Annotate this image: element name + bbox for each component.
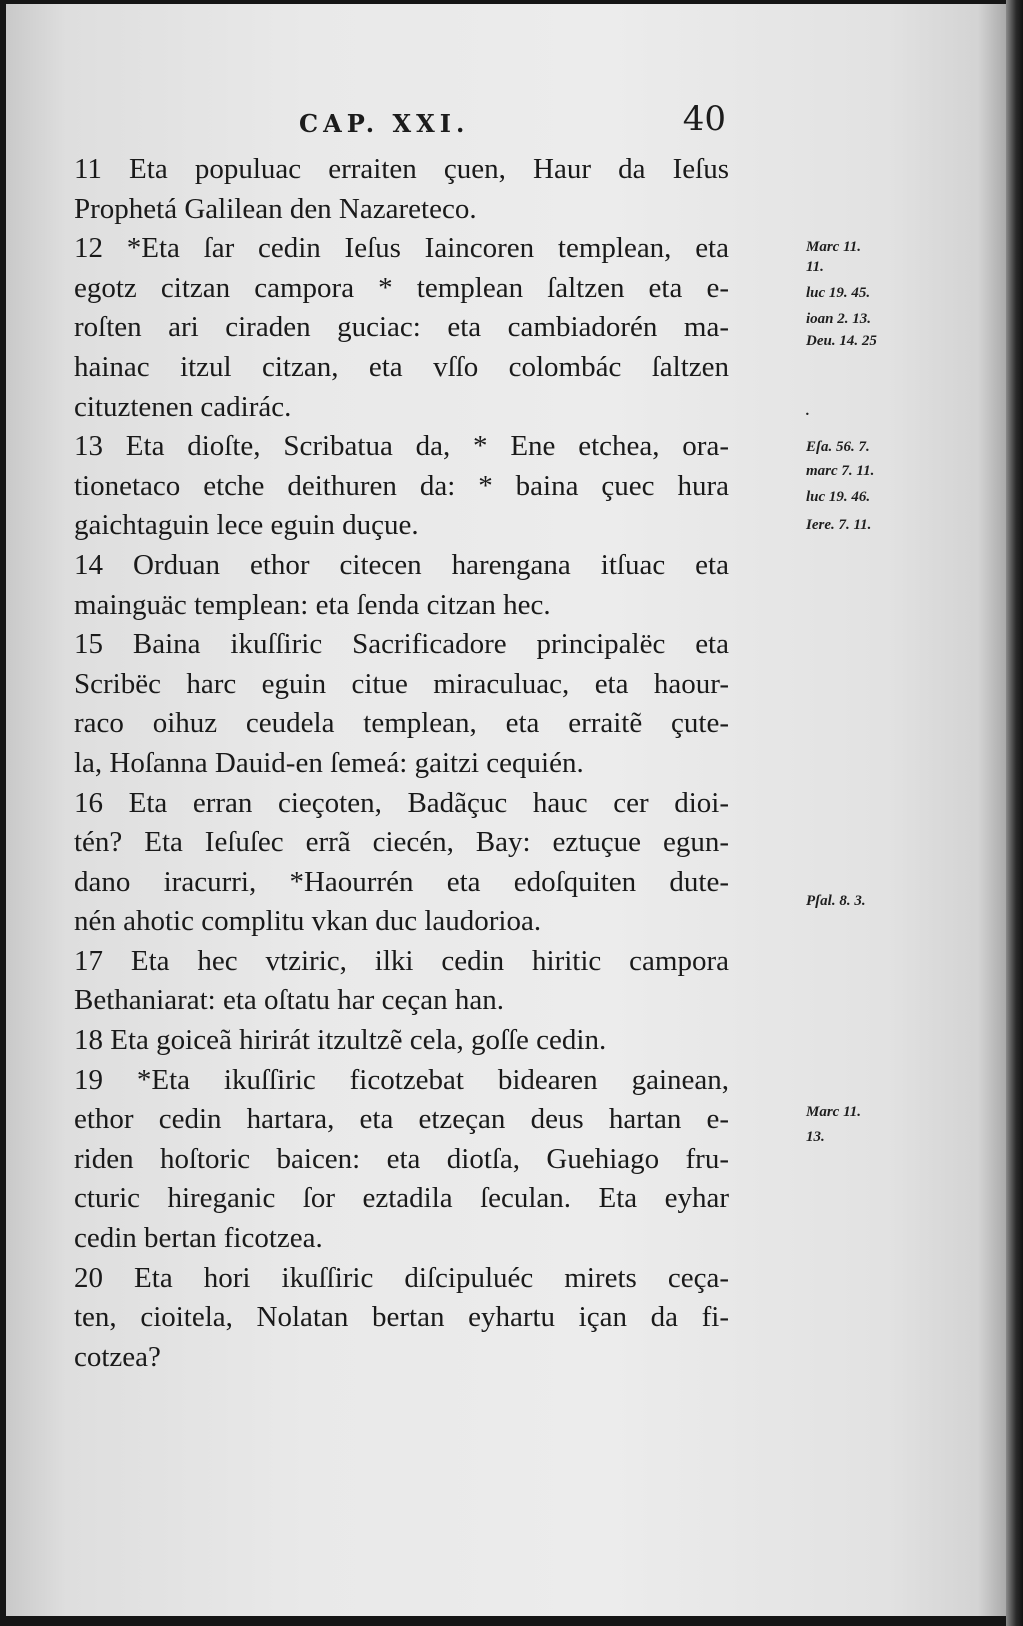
text-line: hainac itzul citzan, eta vſſo colombác ſaltzen xyxy=(74,350,729,383)
page-header xyxy=(71,99,726,139)
margin-note: Eſa. 56. 7. xyxy=(806,439,870,455)
text-line: gaichtaguin lece eguin duçue. xyxy=(74,509,419,542)
text-line: 15 Baina ikuſſiric Sacrificadore principalëc eta xyxy=(74,628,729,661)
text-line: tionetaco etche deithuren da: * baina çuec hura xyxy=(74,469,729,502)
margin-note: Iere. 7. 11. xyxy=(806,517,872,533)
page-edge-shadow xyxy=(1006,0,1023,1626)
margin-note: luc 19. 45. xyxy=(806,285,871,301)
text-line: raco oihuz ceudela templean, eta erraitẽ çute- xyxy=(74,707,729,740)
text-line: 18 Eta goiceã hirirát itzultzẽ cela, goſſe cedin. xyxy=(74,1024,607,1057)
text-line: tén? Eta Ieſuſec errã ciecén, Bay: eztuçue egun- xyxy=(74,826,729,859)
margin-note: ioan 2. 13. xyxy=(806,311,872,327)
margin-note: luc 19. 46. xyxy=(806,489,871,505)
margin-note: Marc 11. xyxy=(806,1104,862,1120)
text-line: ethor cedin hartara, eta etzeçan deus hartan e- xyxy=(74,1103,729,1136)
text-line: mainguäc templean: eta ſenda citzan hec. xyxy=(74,588,551,621)
text-line: dano iracurri, *Haourrén eta edoſquiten dute- xyxy=(74,865,729,898)
text-line: 14 Orduan ethor citecen harengana itſuac eta xyxy=(74,548,729,581)
running-head: CAP. XXI. xyxy=(299,109,470,138)
margin-note: 11. xyxy=(806,259,824,275)
margin-note: Pſal. 8. 3. xyxy=(806,893,866,909)
text-line: roſten ari ciraden guciac: eta cambiadorén ma- xyxy=(74,311,729,344)
text-line: 13 Eta dioſte, Scribatua da, * Ene etchea, ora- xyxy=(74,430,729,463)
body-text xyxy=(74,150,877,1377)
page-number: 40 xyxy=(682,99,726,139)
margin-note: Deu. 14. 25 xyxy=(806,333,877,349)
text-line: 20 Eta hori ikuſſiric diſcipuluéc mirets ceça- xyxy=(74,1261,729,1294)
text-line: egotz citzan campora * templean ſaltzen eta e- xyxy=(74,271,729,304)
margin-note: Marc 11. xyxy=(806,239,862,255)
text-line: cituztenen cadirác. xyxy=(74,390,292,423)
text-line: cotzea? xyxy=(74,1340,161,1373)
text-line: nén ahotic complitu vkan duc laudorioa. xyxy=(74,905,542,938)
text-line: 11 Eta populuac erraiten çuen, Haur da Ieſus xyxy=(74,153,729,185)
text-line: Bethaniarat: eta oſtatu har ceçan han. xyxy=(74,984,504,1017)
text-line: 16 Eta erran cieçoten, Badãçuc hauc cer dioi- xyxy=(74,786,729,819)
text-line: 19 *Eta ikuſſiric ficotzebat bidearen gainean, xyxy=(74,1063,729,1096)
text-line: ten, cioitela, Nolatan bertan eyhartu içan da fi- xyxy=(74,1301,729,1334)
text-line: la, Hoſanna Dauid-en ſemeá: gaitzi cequién. xyxy=(74,746,584,779)
text-line: Prophetá Galilean den Nazareteco. xyxy=(74,192,477,225)
text-line: cedin bertan ficotzea. xyxy=(74,1222,323,1255)
margin-note: 13. xyxy=(806,1129,825,1145)
margin-note: marc 7. 11. xyxy=(806,463,875,479)
text-line: 12 *Eta ſar cedin Ieſus Iaincoren templean, eta xyxy=(74,232,729,265)
text-line: cturic hireganic ſor eztadila ſeculan. Eta eyhar xyxy=(74,1182,729,1215)
text-line: Scribëc harc eguin citue miraculuac, eta haour- xyxy=(74,667,729,700)
book-page xyxy=(6,4,1006,1616)
text-line: riden hoſtoric baicen: eta diotſa, Guehiago fru- xyxy=(74,1142,729,1175)
text-line: 17 Eta hec vtziric, ilki cedin hiritic campora xyxy=(74,944,729,977)
margin-note: . xyxy=(806,403,810,419)
